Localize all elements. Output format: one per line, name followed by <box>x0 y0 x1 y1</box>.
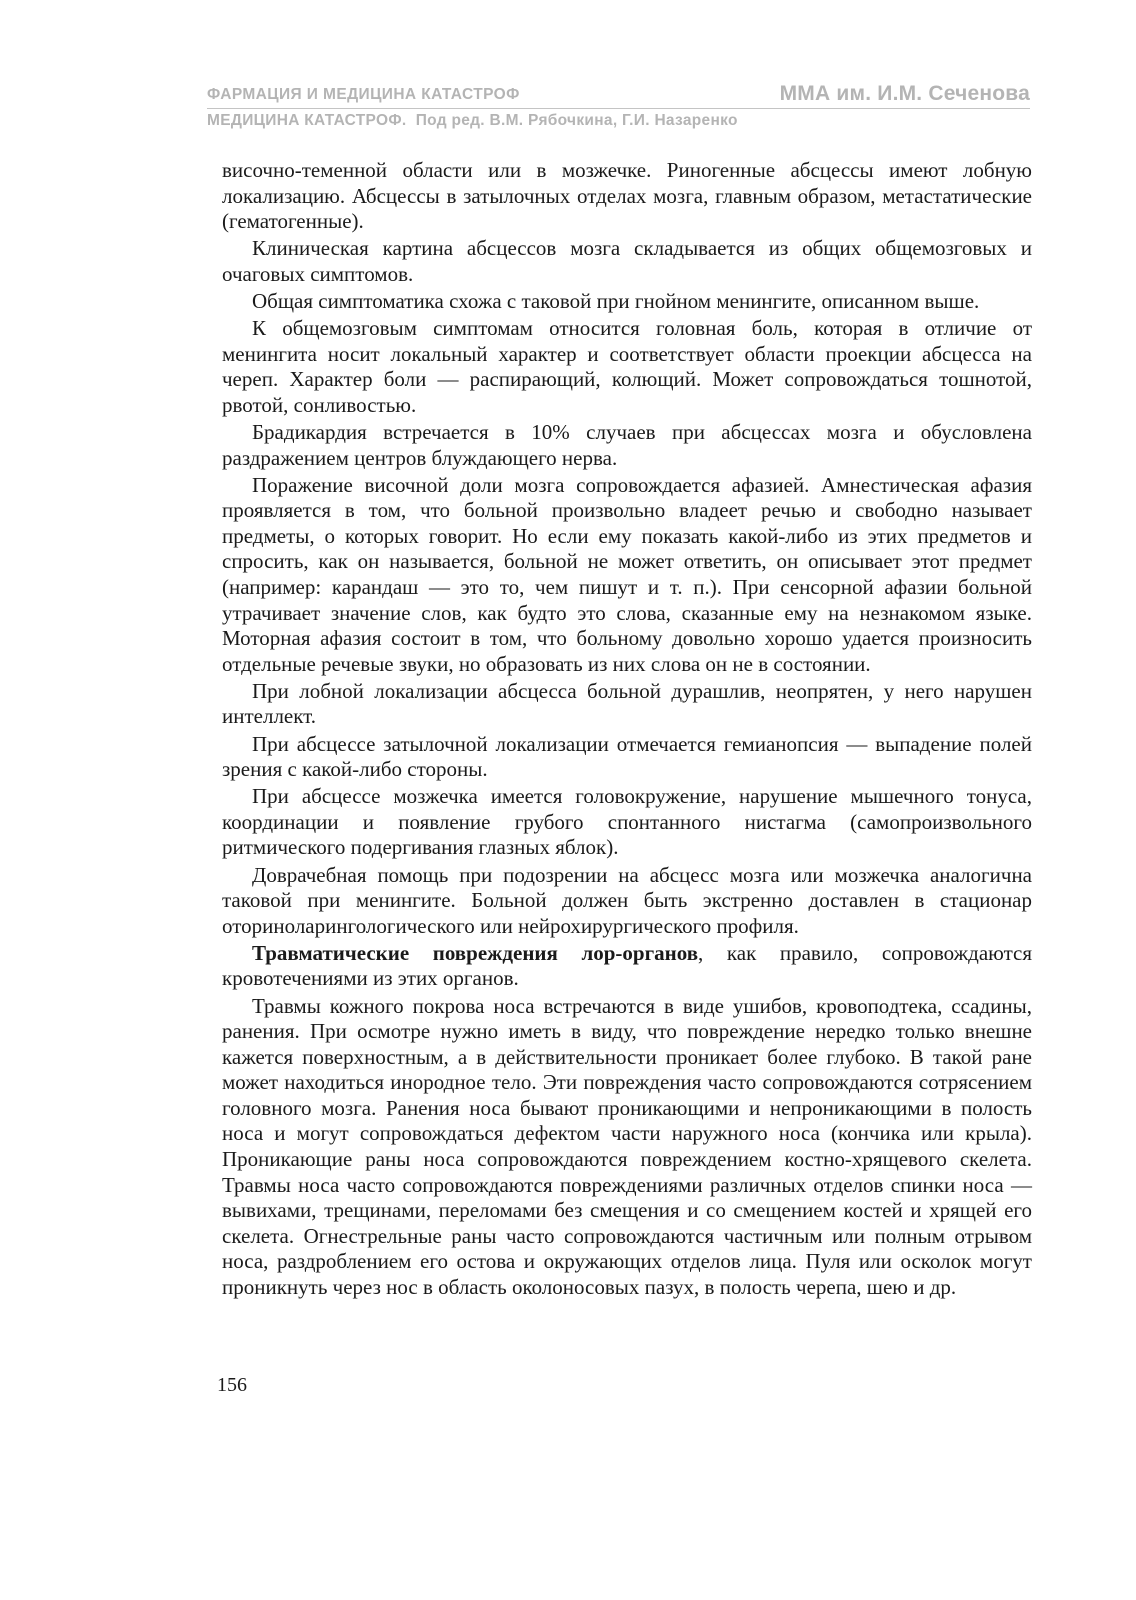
book-editors: Под ред. В.М. Рябочкина, Г.И. Назаренко <box>415 112 738 129</box>
paragraph <box>222 732 1032 783</box>
paragraph-text: Травмы кожного покрова носа встречаются в виде ушибов, кровоподтека, ссадины, ранения. При осмотре нужно иметь в виду, что повреждение нередко только внешне кажется поверхностным, а в действительности проникает более глубоко. В такой ране может находиться инородное тело. Эти повреждения часто сопровождаются сотрясением головного мозга. Ранения носа бывают проникающими и непроникающими в полость носа и могут сопровождаться дефектом части наружного носа (кончика или крыла). Проникающие раны носа сопровождаются повреждением костно-хрящевого скелета. Травмы носа часто сопровождаются повреждениями различных отделов спинки носа — вывихами, трещинами, переломами без смещения и со смещением костей и хрящей его скелета. Огнестрельные раны часто сопровождаются частичным или полным отрывом носа, раздроблением его остова и окружающих отделов лица. Пуля или осколок могут проникнуть через нос в область околоносовых пазух, в полость черепа, шею и др. <box>222 993 1032 1300</box>
body-text <box>222 158 1032 1302</box>
paragraph-text: Поражение височной доли мозга сопровождается афазией. Амнестическая афазия проявляется в том, что больной произвольно владеет речью и свободно называет предметы, о которых говорит. Но если ему показать какой-либо из этих предметов и спросить, как он называется, больной не может ответить, он описывает этот предмет (например: карандаш — это то, чем пишут и т. п.). При сенсорной афазии больной утрачивает значение слов, как будто это слова, сказанные ему на незнакомом языке. Моторная афазия состоит в том, что больному довольно хорошо удается произносить отдельные речевые звуки, но образовать из них слова он не в состоянии. <box>222 472 1032 676</box>
paragraph-text: При абсцессе затылочной локализации отмечается гемианопсия — выпадение полей зрения с какой-либо стороны. <box>222 731 1032 782</box>
paragraph <box>222 679 1032 730</box>
paragraph-text: К общемозговым симптомам относится головная боль, которая в отличие от менингита носит локальный характер и соответствует области проекции абсцесса на череп. Характер боли — распирающий, колющий. Может сопровождаться тошнотой, рвотой, сонливостью. <box>222 316 1032 417</box>
paragraph <box>222 473 1032 678</box>
paragraph-text: При абсцессе мозжечка имеется головокружение, нарушение мышечного тонуса, координации и появление грубого спонтанного нистагма (самопроизвольного ритмического подергивания глазных яблок). <box>222 784 1032 860</box>
paragraph-text: , как правило, сопровождаются кровотечениями из этих органов. <box>222 940 1033 991</box>
page-number: 156 <box>217 1374 247 1396</box>
paragraph-text: Доврачебная помощь при подозрении на абсцесс мозга или мозжечка аналогична таковой при менингите. Больной должен быть экстренно доставлен в стационар оториноларингологического или нейрохирургического профиля. <box>222 862 1032 938</box>
header-bottom-row <box>207 112 1030 130</box>
paragraph <box>222 289 1032 315</box>
paragraph-bold-lead: Травматические повреждения лор-органов <box>252 940 699 965</box>
paragraph-text: височно-теменной области или в мозжечке. Риногенные абсцессы имеют лобную локализацию. Абсцессы в затылочных отделах мозга, главным образом, метастатические (гематогенные). <box>222 158 1032 234</box>
paragraph <box>222 316 1032 418</box>
paragraph-text: При лобной локализации абсцесса больной дурашлив, неопрятен, у него нарушен интеллект. <box>222 678 1032 729</box>
paragraph-text: Брадикардия встречается в 10% случаев при абсцессах мозга и обусловлена раздражением центров блуждающего нерва. <box>222 419 1032 470</box>
paragraph <box>222 158 1032 235</box>
paragraph-text: Клиническая картина абсцессов мозга складывается из общих общемозговых и очаговых симптомов. <box>222 236 1032 286</box>
paragraph <box>222 863 1032 940</box>
book-title: МЕДИЦИНА КАТАСТРОФ. <box>207 112 407 129</box>
header-top-row <box>207 82 1030 109</box>
paragraph <box>222 236 1032 287</box>
running-header <box>207 82 1030 130</box>
paragraph <box>222 784 1032 861</box>
publisher-name: ММА им. И.М. Сеченова <box>779 82 1030 105</box>
paragraph <box>222 994 1032 1301</box>
paragraph <box>222 941 1032 992</box>
paragraph-text: Общая симптоматика схожа с таковой при гнойном менингите, описанном выше. <box>252 288 980 313</box>
series-title: ФАРМАЦИЯ И МЕДИЦИНА КАТАСТРОФ <box>207 86 520 103</box>
paragraph <box>222 420 1032 471</box>
